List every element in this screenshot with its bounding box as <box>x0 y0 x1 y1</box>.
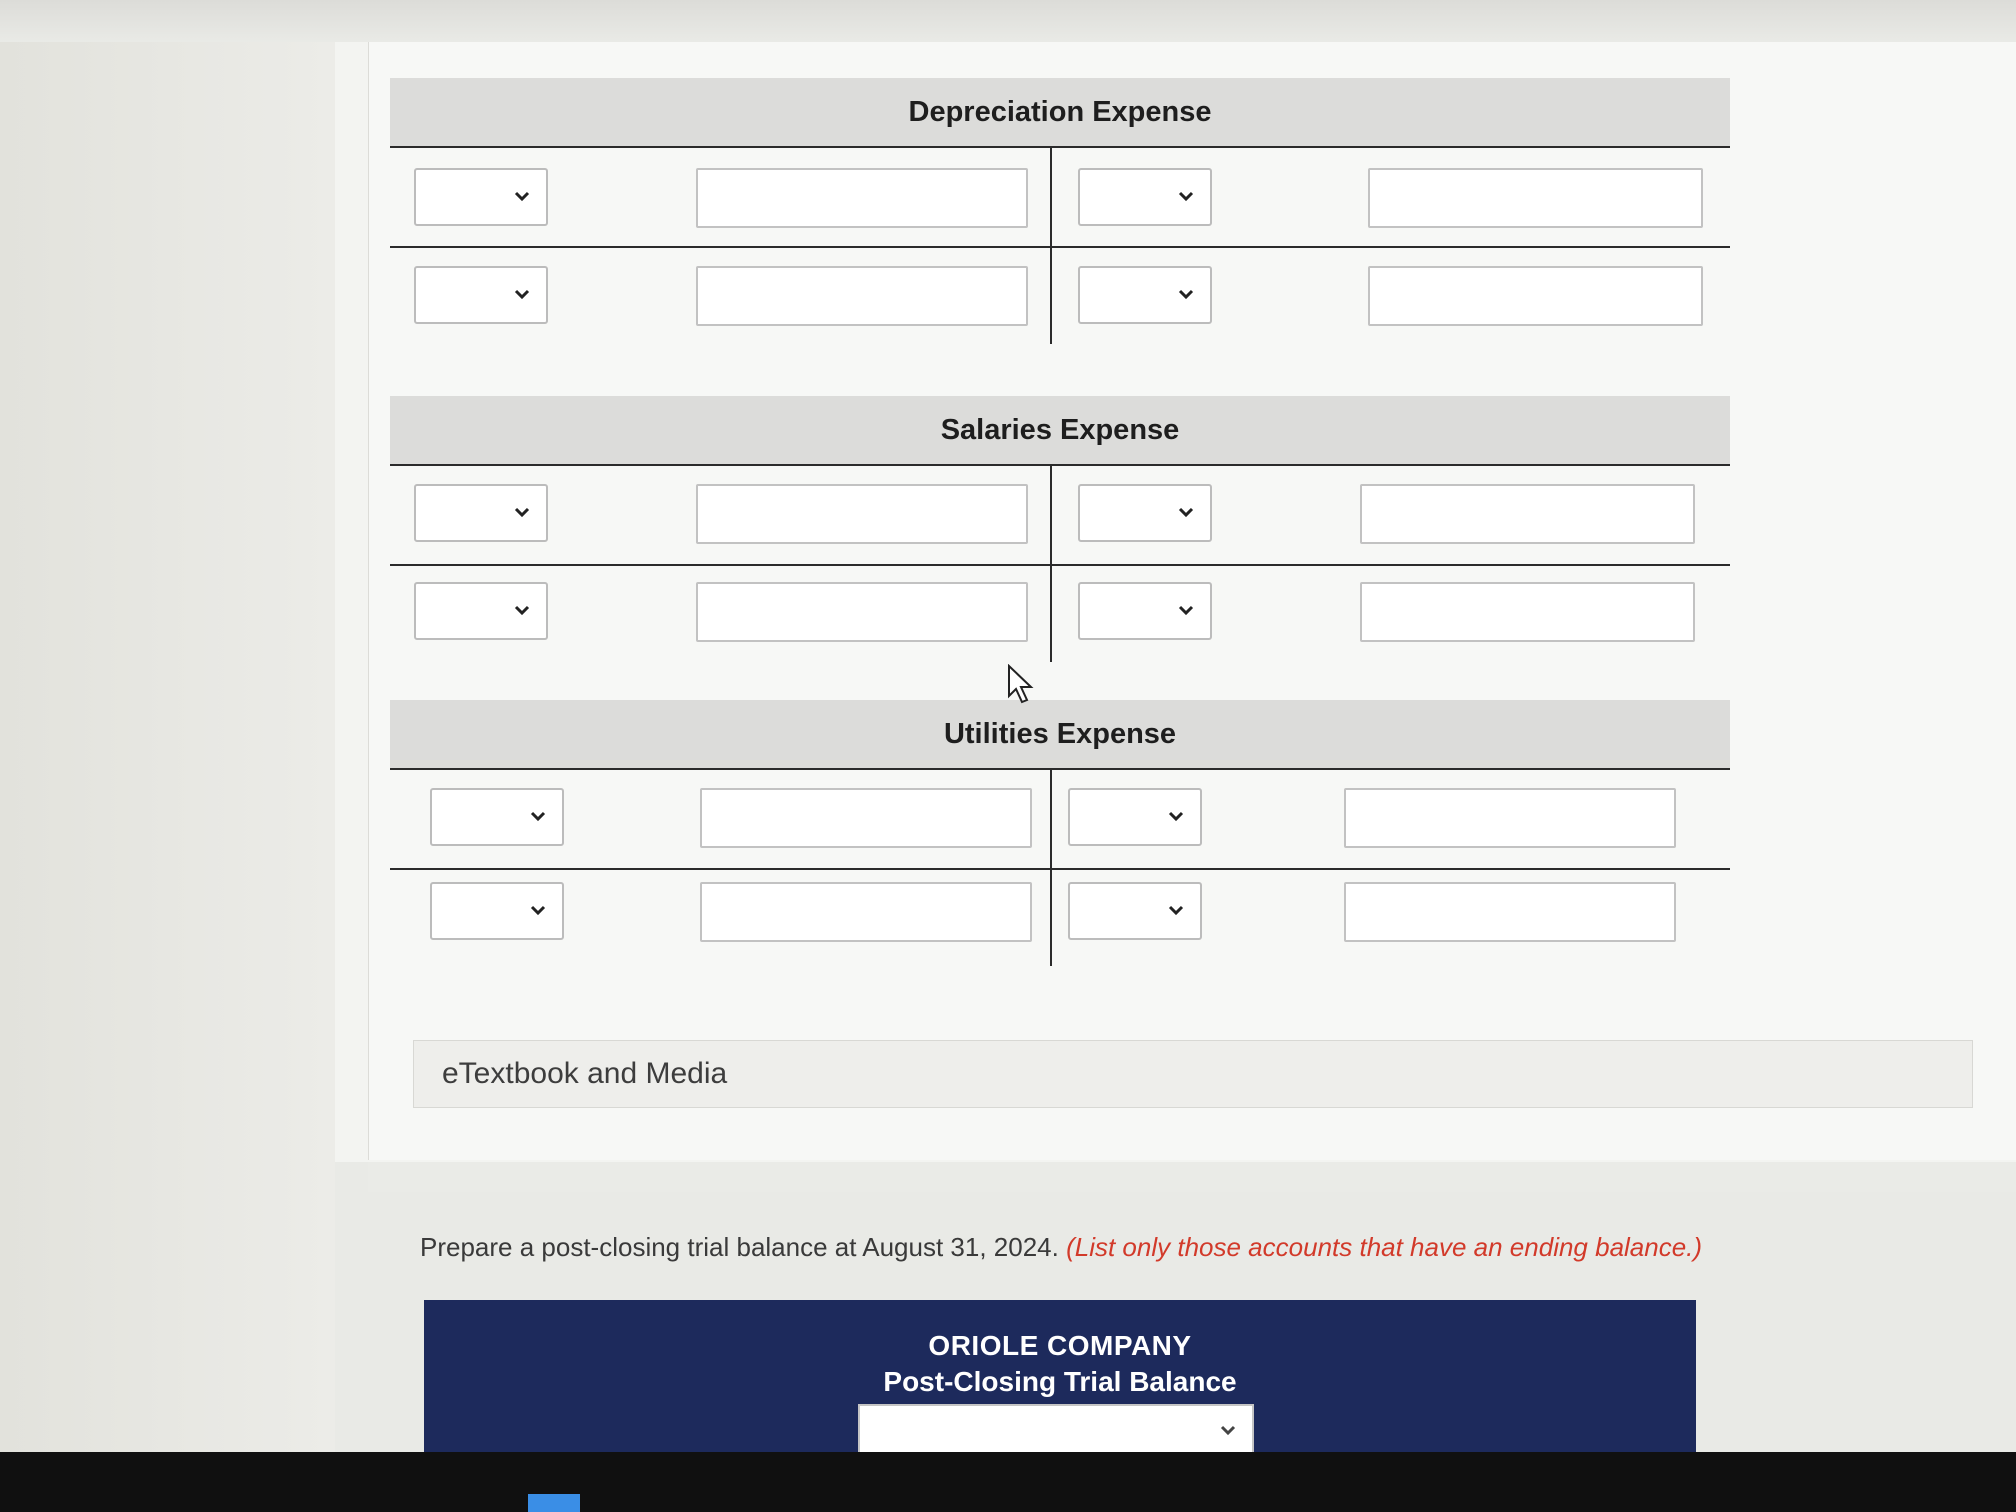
t-account-title: Depreciation Expense <box>908 95 1212 128</box>
left-gutter <box>0 42 335 1452</box>
credit-amount-input[interactable] <box>1344 882 1676 942</box>
t-account-body <box>390 770 1730 966</box>
credit-amount-input[interactable] <box>1360 484 1695 544</box>
debit-date-select[interactable] <box>414 168 548 226</box>
etextbook-label: eTextbook and Media <box>442 1057 728 1090</box>
window-top-edge <box>0 0 2016 42</box>
windows-logo-icon[interactable] <box>528 1494 580 1512</box>
instruction-main: Prepare a post-closing trial balance at August 31, 2024. <box>420 1232 1059 1262</box>
chevron-down-icon <box>528 806 548 826</box>
company-name: ORIOLE COMPANY <box>928 1330 1192 1361</box>
chevron-down-icon <box>1166 900 1186 920</box>
debit-amount-input[interactable] <box>696 266 1028 326</box>
credit-amount-input[interactable] <box>1368 266 1703 326</box>
statement-date-select[interactable] <box>858 1404 1254 1456</box>
chevron-down-icon <box>1218 1420 1238 1440</box>
chevron-down-icon <box>1176 284 1196 304</box>
credit-date-select[interactable] <box>1078 266 1212 324</box>
t-account-body <box>390 148 1730 344</box>
t-account-salaries-expense <box>390 396 1730 662</box>
t-account-title: Salaries Expense <box>940 413 1180 446</box>
credit-date-select[interactable] <box>1078 168 1212 226</box>
t-account-header <box>390 700 1730 770</box>
chevron-down-icon <box>512 186 532 206</box>
t-account-header <box>390 78 1730 148</box>
chevron-down-icon <box>528 900 548 920</box>
credit-amount-input[interactable] <box>1368 168 1703 228</box>
debit-amount-input[interactable] <box>696 582 1028 642</box>
instruction-note: (List only those accounts that have an ending balance.) <box>1066 1232 1703 1262</box>
chevron-down-icon <box>1176 600 1196 620</box>
debit-amount-input[interactable] <box>700 788 1032 848</box>
section-divider <box>368 1162 2016 1192</box>
t-account-divider-horizontal <box>390 564 1730 566</box>
chevron-down-icon <box>1176 502 1196 522</box>
chevron-down-icon <box>512 284 532 304</box>
debit-amount-input[interactable] <box>696 168 1028 228</box>
t-account-divider-horizontal <box>390 868 1730 870</box>
taskbar <box>0 1452 2016 1512</box>
t-account-utilities-expense <box>390 700 1730 966</box>
debit-amount-input[interactable] <box>700 882 1032 942</box>
credit-date-select[interactable] <box>1078 582 1212 640</box>
chevron-down-icon <box>1166 806 1186 826</box>
debit-date-select[interactable] <box>430 882 564 940</box>
debit-amount-input[interactable] <box>696 484 1028 544</box>
credit-date-select[interactable] <box>1078 484 1212 542</box>
trial-balance-header <box>424 1300 1696 1460</box>
debit-date-select[interactable] <box>430 788 564 846</box>
credit-date-select[interactable] <box>1068 882 1202 940</box>
t-account-depreciation-expense <box>390 78 1730 344</box>
debit-date-select[interactable] <box>414 484 548 542</box>
t-account-divider-horizontal <box>390 246 1730 248</box>
mouse-pointer-icon <box>1007 664 1035 704</box>
debit-date-select[interactable] <box>414 582 548 640</box>
instruction-text <box>420 1232 1940 1263</box>
credit-date-select[interactable] <box>1068 788 1202 846</box>
chevron-down-icon <box>1176 186 1196 206</box>
chevron-down-icon <box>512 502 532 522</box>
etextbook-and-media-link[interactable] <box>413 1040 1973 1108</box>
t-account-title: Utilities Expense <box>943 717 1177 750</box>
statement-name: Post-Closing Trial Balance <box>883 1366 1237 1397</box>
t-account-body <box>390 466 1730 662</box>
credit-amount-input[interactable] <box>1360 582 1695 642</box>
credit-amount-input[interactable] <box>1344 788 1676 848</box>
debit-date-select[interactable] <box>414 266 548 324</box>
chevron-down-icon <box>512 600 532 620</box>
t-account-header <box>390 396 1730 466</box>
